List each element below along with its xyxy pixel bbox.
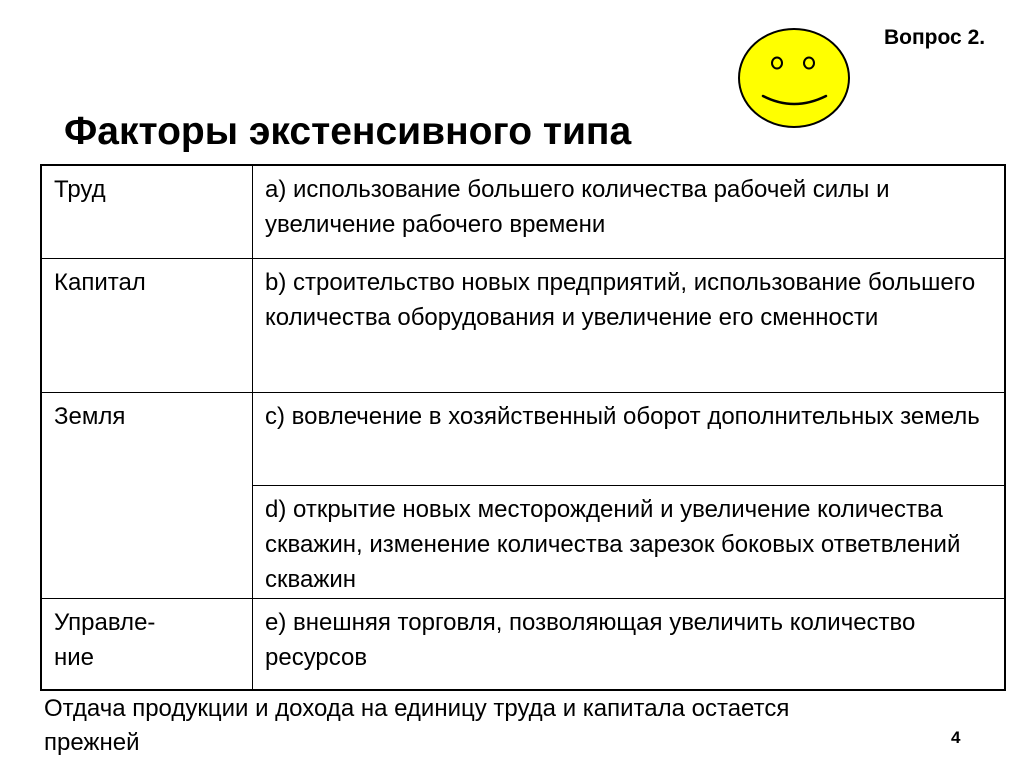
factors-table [40, 164, 1006, 691]
table-row [41, 599, 1005, 691]
description-cell: d) открытие новых месторождений и увеличение количества скважин, изменение количества зарезок боковых ответвлений скважин [253, 486, 1006, 599]
page-number: 4 [951, 728, 961, 747]
factor-cell-labor: Труд [41, 165, 253, 259]
description-cell: c) вовлечение в хозяйственный оборот дополнительных земель [253, 393, 1006, 486]
table-row [41, 165, 1005, 259]
factor-cell-capital: Капитал [41, 259, 253, 393]
table-row [41, 259, 1005, 393]
factor-cell-management [41, 599, 253, 691]
description-cell: b) строительство новых предприятий, использование большего количества оборудования и увеличение его сменности [253, 259, 1006, 393]
footer-note: Отдача продукции и дохода на единицу труда и капитала остается прежней [44, 695, 790, 756]
factor-label-management: Управле- ние [54, 609, 156, 671]
smiley-face-icon [736, 26, 852, 130]
factor-cell-land: Земля [41, 393, 253, 599]
description-cell: a) использование большего количества рабочей силы и увеличение рабочего времени [253, 165, 1006, 259]
description-cell: e) внешняя торговля, позволяющая увеличить количество ресурсов [253, 599, 1006, 691]
table-row [41, 393, 1005, 486]
page-title: Факторы экстенсивного типа [64, 110, 632, 153]
question-label: Вопрос 2. [884, 26, 986, 49]
